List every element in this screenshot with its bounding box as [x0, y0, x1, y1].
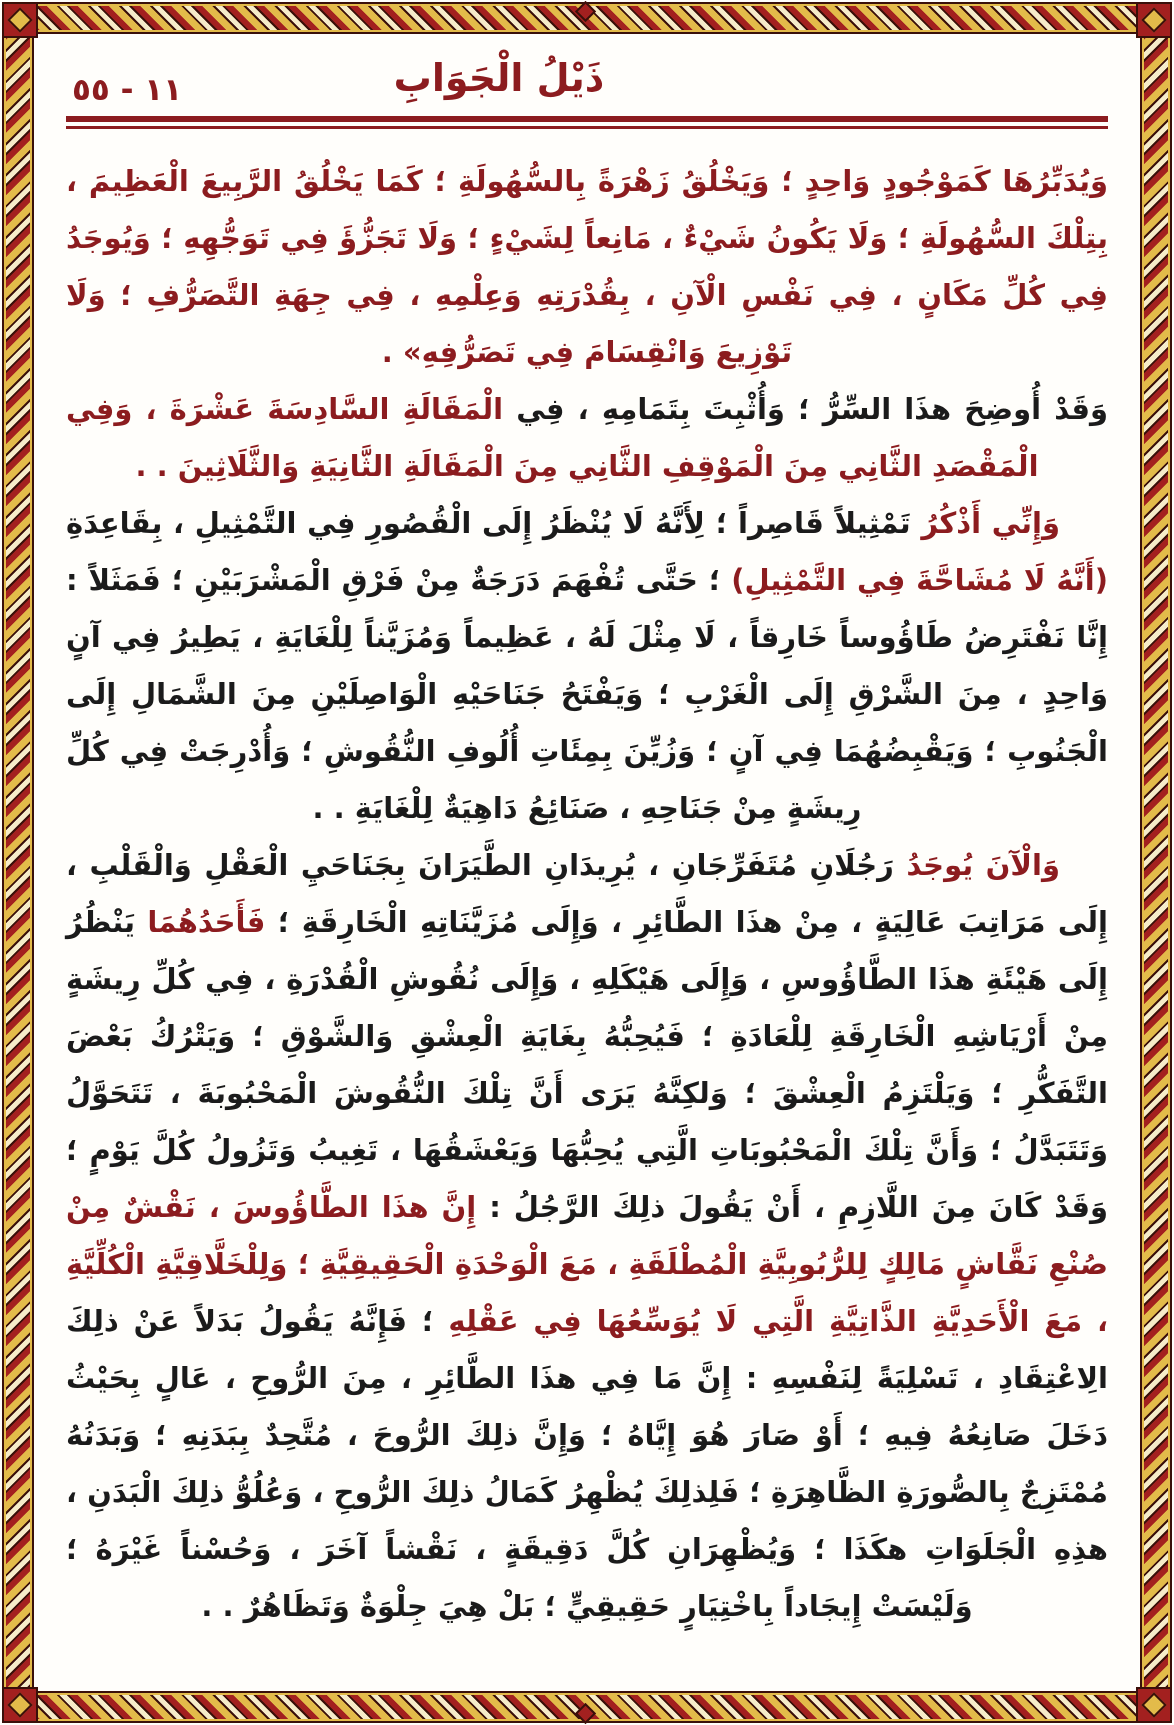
border-corner-top-right [1136, 2, 1172, 38]
paragraph-4 [66, 837, 1108, 1635]
text-run: (أَنَّهُ لَا مُشَاحَّةَ فِي التَّمْثِيلِ) [731, 562, 1109, 597]
border-corner-bottom-right [1136, 1687, 1172, 1723]
text-run: تَمْثِيلاً قَاصِراً ؛ لِأَنَّهُ لَا يُنْظَرُ إِلَى الْقُصُورِ فِي التَّمْثِيلِ ، بِقَاعِدَةِ [66, 505, 911, 540]
text-run: إِنَّ هذَا الطَّاؤُوسَ ، نَقْشٌ مِنْ صُنْعِ نَقَّاشٍ مَالِكٍ لِلرُّبُوبِيَّةِ الْمُطْلَقَةِ ، مَعَ الْوَحْدَةِ الْحَقِيقِيَّةِ ؛ وَلِلْخَلَّاقِيَّةِ الْكُلِّيَّةِ ، مَعَ الْأَحَدِيَّةِ الذَّاتِيَّةِ الَّتِي لَا يُوَسِّعُهَا فِي عَقْلِهِ [66, 1189, 1108, 1338]
text-run: ؛ فَإِنَّهُ يَقُولُ بَدَلاً عَنْ ذلِكَ الِاعْتِقَادِ ، تَسْلِيَةً لِنَفْسِهِ : إِنَّ مَا فِي هذَا الطَّائِرِ ، مِنَ الرُّوحِ ، عَالٍ بِحَيْثُ دَخَلَ صَانِعُهُ فِيهِ ؛ أَوْ صَارَ هُوَ إِيَّاهُ ؛ وَإِنَّ ذلِكَ الرُّوحَ ، مُتَّحِدٌ بِبَدَنِهِ ؛ وَبَدَنُهُ مُمْتَزِجٌ بِالصُّورَةِ الظَّاهِرَةِ ؛ فَلِذلِكَ يُظْهِرُ كَمَالُ ذلِكَ الرُّوحِ ، وَعُلُوُّ ذلِكَ الْبَدَنِ ، هذِهِ الْجَلَوَاتِ هكَذَا ؛ وَيُظْهِرَانِ كُلَّ دَقِيقَةٍ ، نَقْشاً آخَرَ ، وَحُسْناً غَيْرَهُ ؛ وَلَيْسَتْ إِيجَاداً بِاخْتِيَارٍ حَقِيقِيٍّ ؛ بَلْ هِيَ جِلْوَةٌ وَتَظَاهُرٌ . . [66, 1303, 1108, 1623]
text-run: فَأَحَدُهُمَا [135, 904, 266, 939]
page-content [66, 56, 1108, 1685]
paragraph-3 [66, 495, 1108, 837]
ornamental-border-left [2, 2, 34, 1723]
page-number: ١١ - ٥٥ [72, 72, 183, 108]
page-header [66, 56, 1108, 129]
header-rule [66, 116, 1108, 129]
page-title: ذَيْلُ الْجَوَابِ [393, 56, 605, 100]
paragraph-2 [66, 381, 1108, 495]
text-run: وَقَدْ أُوضِحَ هذَا السِّرُّ ؛ وَأُثْبِتَ بِتَمَامِهِ ، فِي [503, 391, 1108, 426]
text-run: الْمَقَالَةِ السَّادِسَةَ عَشْرَةَ ، وَفِي الْمَقْصَدِ الثَّانِي مِنَ الْمَوْقِفِ الثَّانِي مِنَ الْمَقَالَةِ الثَّانِيَةِ وَالثَّلَاثِينَ . . [66, 391, 1039, 483]
body-text [66, 153, 1108, 1635]
paragraph-1 [66, 153, 1108, 381]
ornamental-border-right [1140, 2, 1172, 1723]
text-run: رَجُلَانِ مُتَفَرِّجَانِ ، يُرِيدَانِ الطَّيَرَانَ بِجَنَاحَيِ الْعَقْلِ وَالْقَلْبِ ، إِلَى مَرَاتِبَ عَالِيَةٍ ، مِنْ هذَا الطَّائِرِ ، وَإِلَى مُزَيَّنَاتِهِ الْخَارِقَةِ ؛ [66, 847, 1108, 939]
text-run: يَنْظُرُ إِلَى هَيْئَةِ هذَا الطَّاؤُوسِ ، وَإِلَى هَيْكَلِهِ ، وَإِلَى نُقُوشِ الْقُدْرَةِ ، فِي كُلِّ رِيشَةٍ مِنْ أَرْيَاشِهِ الْخَارِقَةِ لِلْعَادَةِ ؛ فَيُحِبُّهُ بِغَايَةِ الْعِشْقِ وَالشَّوْقِ ؛ وَيَتْرُكُ بَعْضَ التَّفَكُّرِ ؛ وَيَلْتَزِمُ الْعِشْقَ ؛ وَلكِنَّهُ يَرَى أَنَّ تِلْكَ النُّقُوشَ الْمَحْبُوبَةَ ، تَتَحَوَّلُ وَتَتَبَدَّلُ ؛ وَأَنَّ تِلْكَ الْمَحْبُوبَاتِ الَّتِي يُحِبُّهَا وَيَعْشَقُهَا ، تَغِيبُ وَتَزُولُ كُلَّ يَوْمٍ ؛ وَقَدْ كَانَ مِنَ اللَّازِمِ ، أَنْ يَقُولَ ذلِكَ الرَّجُلُ : [66, 904, 1108, 1224]
text-run: ؛ حَتَّى تُفْهَمَ دَرَجَةٌ مِنْ فَرْقِ الْمَشْرَبَيْنِ ؛ فَمَثَلاً : إِنَّا نَفْتَرِضُ طَاؤُوساً خَارِقاً ، لَا مِثْلَ لَهُ ، عَظِيماً وَمُزَيَّناً لِلْغَايَةِ ، يَطِيرُ فِي آنٍ وَاحِدٍ ، مِنَ الشَّرْقِ إِلَى الْغَرْبِ ؛ وَيَفْتَحُ جَنَاحَيْهِ الْوَاصِلَيْنِ مِنَ الشَّمَالِ إِلَى الْجَنُوبِ ؛ وَيَقْبِضُهُمَا فِي آنٍ ؛ وَزُيِّنَ بِمِئَاتِ أُلُوفِ النُّقُوشِ ؛ وَأُدْرِجَتْ فِي كُلِّ رِيشَةٍ مِنْ جَنَاحِهِ ، صَنَائِعُ دَاهِيَةٌ لِلْغَايَةِ . . [66, 562, 1108, 825]
text-run: وَيُدَبِّرُهَا كَمَوْجُودٍ وَاحِدٍ ؛ وَيَخْلُقُ زَهْرَةً بِالسُّهُولَةِ ؛ كَمَا يَخْلُقُ الرَّبِيعَ الْعَظِيمَ ، بِتِلْكَ السُّهُولَةِ ؛ وَلَا يَكُونُ شَيْءٌ ، مَانِعاً لِشَيْءٍ ؛ وَلَا تَجَزُّؤَ فِي تَوَجُّهِهِ ؛ وَيُوجَدُ فِي كُلِّ مَكَانٍ ، فِي نَفْسِ الْآنِ ، بِقُدْرَتِهِ وَعِلْمِهِ ، فِي جِهَةِ التَّصَرُّفِ ؛ وَلَا تَوْزِيعَ وَانْقِسَامَ فِي تَصَرُّفِهِ» . [66, 163, 1108, 369]
text-run: وَإِنِّي أَذْكُرُ [910, 505, 1060, 540]
border-corner-top-left [2, 2, 38, 38]
border-corner-bottom-left [2, 1687, 38, 1723]
text-run: وَالْآنَ يُوجَدُ [893, 847, 1060, 882]
